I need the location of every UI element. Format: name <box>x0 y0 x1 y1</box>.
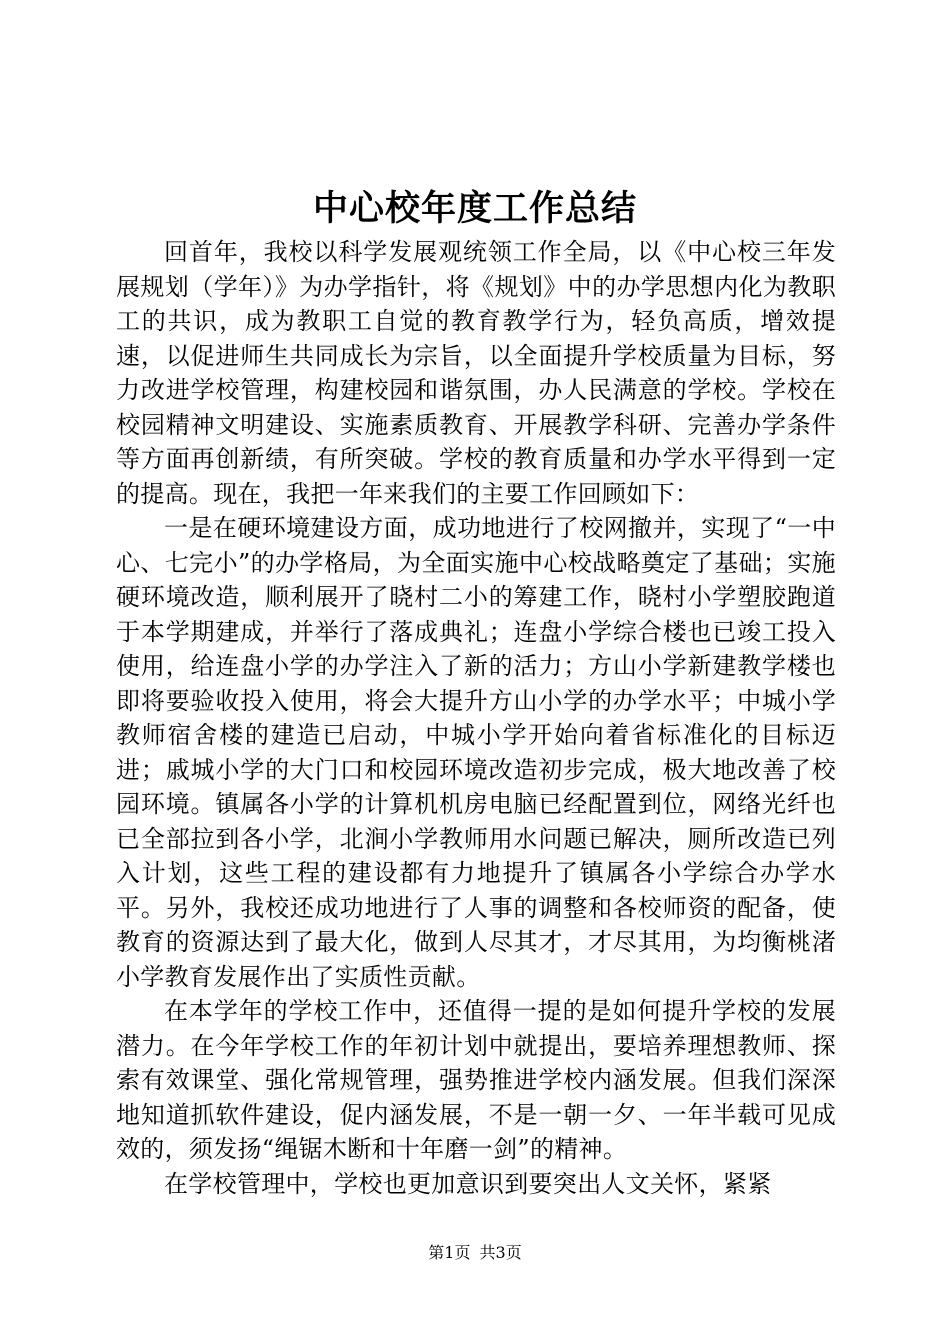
paragraph-3: 在本学年的学校工作中，还值得一提的是如何提升学校的发展潜力。在今年学校工作的年初计划中就提出，要培养理想教师、探索有效课堂、强化常规管理，强势推进学校内涵发展。但我们深深地知道抓软件建设，促内涵发展，不是一朝一夕、一年半载可见成效的，须发扬“绳锯木断和十年磨一剑”的精神。 <box>116 997 836 1163</box>
page-footer <box>0 1243 950 1263</box>
document-title: 中心校年度工作总结 <box>312 188 637 229</box>
document-body <box>116 235 836 1201</box>
paragraph-1: 回首年，我校以科学发展观统领工作全局，以《中心校三年发展规划（学年）》为办学指针，将《规划》中的办学思想内化为教职工的共识，成为教职工自觉的教育教学行为，轻负高质，增效提速，以促进师生共同成长为宗旨，以全面提升学校质量为目标，努力改进学校管理，构建校园和谐氛围，办人民满意的学校。学校在校园精神文明建设、实施素质教育、开展教学科研、完善办学条件等方面再创新绩，有所突破。学校的教育质量和办学水平得到一定的提高。现在，我把一年来我们的主要工作回顾如下： <box>116 238 836 508</box>
page-total: 共3页 <box>479 1243 522 1262</box>
paragraph-4: 在学校管理中，学校也更加意识到要突出人文关怀，紧紧 <box>164 1169 772 1198</box>
page-number: 第1页 <box>428 1243 471 1262</box>
paragraph-2: 一是在硬环境建设方面，成功地进行了校网撤并，实现了“一中心、七完小”的办学格局，为全面实施中心校战略奠定了基础；实施硬环境改造，顺利展开了晓村二小的筹建工作，晓村小学塑胶跑道于本学期建成，并举行了落成典礼；连盘小学综合楼也已竣工投入使用，给连盘小学的办学注入了新的活力；方山小学新建教学楼也即将要验收投入使用，将会大提升方山小学的办学水平；中城小学教师宿舍楼的建造已启动，中城小学开始向着省标准化的目标迈进；戚城小学的大门口和校园环境改造初步完成，极大地改善了校园环境。镇属各小学的计算机机房电脑已经配置到位，网络光纤也已全部拉到各小学，北涧小学教师用水问题已解决，厕所改造已列入计划，这些工程的建设都有力地提升了镇属各小学综合办学水平。另外，我校还成功地进行了人事的调整和各校师资的配备，使教育的资源达到了最大化，做到人尽其才，才尽其用，为均衡桃渚小学教育发展作出了实质性贡献。 <box>116 514 836 991</box>
